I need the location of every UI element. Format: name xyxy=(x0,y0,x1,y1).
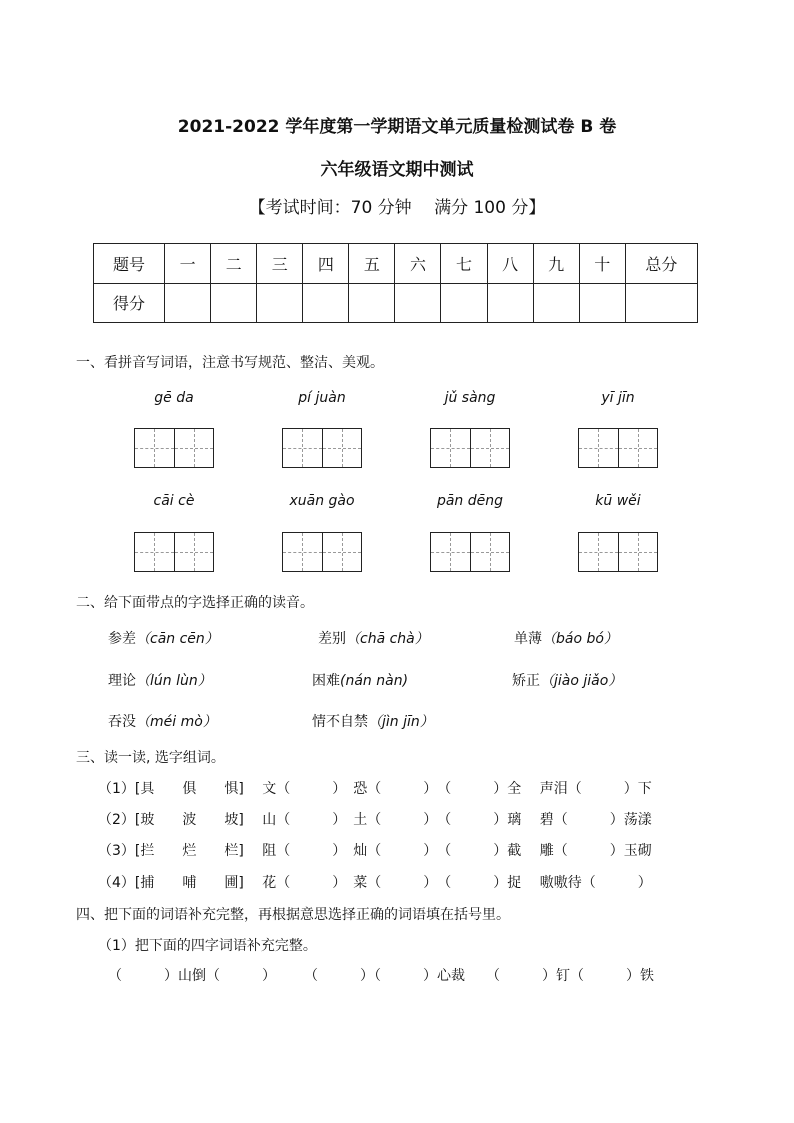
pinyin-label: jǔ sàng xyxy=(444,390,496,406)
reading-item[interactable] xyxy=(108,670,212,690)
section1-title: 一、看拼音写词语，注意书写规范、整洁、美观。 xyxy=(76,355,384,371)
score-cell xyxy=(395,283,441,323)
score-cell xyxy=(625,283,697,323)
item-word: 差别 xyxy=(318,631,346,647)
idiom-fill-row[interactable]: （ ）山倒（ ） （ ）（ ）心裁 （ ）钉（ ）铁 xyxy=(108,968,654,984)
section2-title: 二、给下面带点的字选择正确的读音。 xyxy=(76,595,314,611)
writing-grid[interactable] xyxy=(430,428,510,468)
table-header-cell: 八 xyxy=(487,244,533,284)
table-header-cell: 一 xyxy=(165,244,211,284)
score-table xyxy=(93,243,698,323)
reading-item[interactable] xyxy=(512,670,622,690)
writing-grid[interactable] xyxy=(578,532,658,572)
table-header-cell: 六 xyxy=(395,244,441,284)
pinyin-label: cāi cè xyxy=(153,493,195,509)
score-cell xyxy=(487,283,533,323)
score-cell xyxy=(441,283,487,323)
score-cell xyxy=(165,283,211,323)
writing-grid[interactable] xyxy=(430,532,510,572)
pinyin-label: kū wěi xyxy=(595,493,641,509)
score-label: 得分 xyxy=(94,283,165,323)
item-word: 理论 xyxy=(108,673,136,689)
writing-grid[interactable] xyxy=(134,428,214,468)
score-table-score-row xyxy=(94,283,698,323)
table-header-cell: 二 xyxy=(211,244,257,284)
reading-item[interactable] xyxy=(108,711,217,731)
table-header-cell: 七 xyxy=(441,244,487,284)
word-choice-row[interactable]: （2）[玻 波 坡] 山（ ） 土（ ） （ ）璃 碧（ ）荡漾 xyxy=(98,812,652,828)
item-pinyin-options: （méi mò） xyxy=(136,714,217,730)
reading-item[interactable] xyxy=(514,628,618,648)
item-word: 情不自禁 xyxy=(312,714,368,730)
pinyin-label: yī jīn xyxy=(601,390,635,406)
score-cell xyxy=(579,283,625,323)
table-header-cell: 三 xyxy=(257,244,303,284)
exam-info: 【考试时间：70 分钟 满分 100 分】 xyxy=(248,198,546,218)
word-choice-row[interactable]: （4）[捕 哺 圃] 花（ ） 菜（ ） （ ）捉 嗷嗷待（ ） xyxy=(98,875,652,891)
item-pinyin-options: （báo bó） xyxy=(542,631,618,647)
item-word: 参差 xyxy=(108,631,136,647)
item-word: 吞没 xyxy=(108,714,136,730)
item-pinyin-options: (nán nàn) xyxy=(340,673,409,689)
score-cell xyxy=(349,283,395,323)
item-word: 单薄 xyxy=(514,631,542,647)
reading-item[interactable] xyxy=(312,711,434,731)
exam-title: 2021-2022 学年度第一学期语文单元质量检测试卷 B 卷 xyxy=(177,117,617,137)
reading-item[interactable] xyxy=(312,670,408,690)
word-choice-row[interactable]: （1）[具 俱 惧] 文（ ） 恐（ ） （ ）全 声泪（ ）下 xyxy=(98,781,652,797)
score-cell xyxy=(533,283,579,323)
section3-title: 三、读一读, 选字组词。 xyxy=(76,750,225,766)
item-word: 困难 xyxy=(312,673,340,689)
reading-item[interactable] xyxy=(318,628,429,648)
item-pinyin-options: （lún lùn） xyxy=(136,673,212,689)
writing-grid[interactable] xyxy=(578,428,658,468)
pinyin-label: pí juàn xyxy=(298,390,346,406)
section4-sub1: （1）把下面的四字词语补充完整。 xyxy=(98,938,317,954)
table-header-cell: 五 xyxy=(349,244,395,284)
table-header-cell: 四 xyxy=(303,244,349,284)
score-table-header-row xyxy=(94,244,698,284)
writing-grid[interactable] xyxy=(282,428,362,468)
table-header-cell: 九 xyxy=(533,244,579,284)
score-cell xyxy=(257,283,303,323)
item-pinyin-options: （cān cēn） xyxy=(136,631,219,647)
table-header-cell: 十 xyxy=(579,244,625,284)
score-cell xyxy=(211,283,257,323)
score-cell xyxy=(303,283,349,323)
item-word: 矫正 xyxy=(512,673,540,689)
item-pinyin-options: （chā chà） xyxy=(346,631,429,647)
reading-item[interactable] xyxy=(108,628,219,648)
item-pinyin-options: （jiào jiǎo） xyxy=(540,673,623,689)
item-pinyin-options: （jìn jīn） xyxy=(368,714,434,730)
pinyin-label: gē da xyxy=(154,390,194,406)
word-choice-row[interactable]: （3）[拦 烂 栏] 阻（ ） 灿（ ） （ ）截 雕（ ）玉砌 xyxy=(98,843,652,859)
pinyin-label: pān dēng xyxy=(436,493,504,509)
pinyin-label: xuān gào xyxy=(289,493,355,509)
table-header-cell: 总分 xyxy=(625,244,697,284)
table-header-cell: 题号 xyxy=(94,244,165,284)
writing-grid[interactable] xyxy=(134,532,214,572)
section4-title: 四、把下面的词语补充完整，再根据意思选择正确的词语填在括号里。 xyxy=(76,907,510,923)
writing-grid[interactable] xyxy=(282,532,362,572)
exam-subtitle: 六年级语文期中测试 xyxy=(320,160,474,180)
